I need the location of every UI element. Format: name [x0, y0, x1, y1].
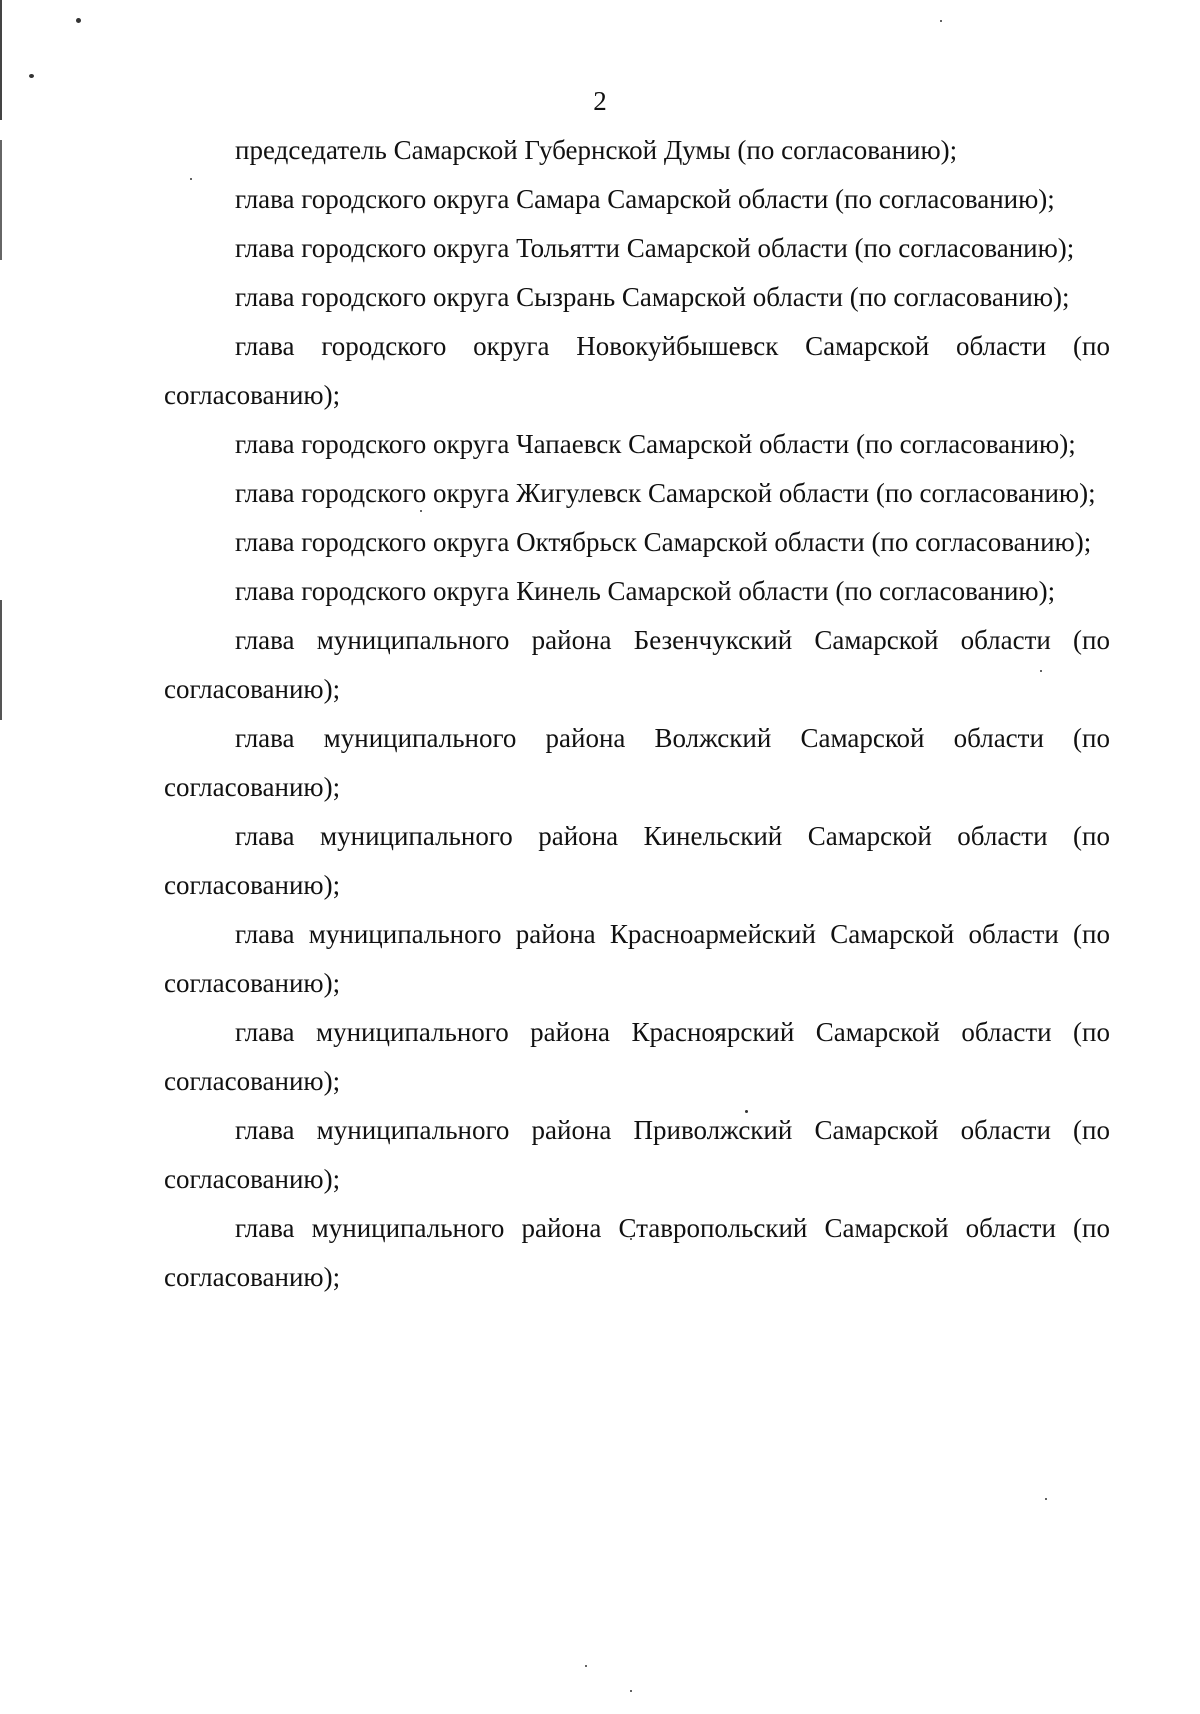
scan-speck: [940, 20, 942, 22]
scan-edge: [0, 0, 2, 1714]
list-entry: глава муниципального района Красноармейский Самарской области (по согласованию);: [164, 919, 1110, 998]
list-entry: глава муниципального района Безенчукский Самарской области (по согласованию);: [164, 625, 1110, 704]
page-number: 2: [593, 86, 607, 116]
scan-speck: [29, 74, 34, 78]
scan-speck: [1045, 1498, 1047, 1500]
list-entry: глава городского округа Октябрьск Самарской области (по согласованию);: [235, 527, 1092, 557]
list-entry: глава муниципального района Ставропольский Самарской области (по согласованию);: [164, 1213, 1110, 1292]
list-entry: глава городского округа Чапаевск Самарской области (по согласованию);: [235, 429, 1076, 459]
list-entry: глава муниципального района Волжский Самарской области (по согласованию);: [164, 723, 1110, 802]
list-entry: глава городского округа Жигулевск Самарской области (по согласованию);: [235, 478, 1096, 508]
document-body: [164, 126, 1110, 1302]
list-entry: председатель Самарской Губернской Думы (по согласованию);: [235, 135, 958, 165]
scan-speck: [630, 1690, 632, 1692]
list-entry: глава муниципального района Кинельский Самарской области (по согласованию);: [164, 821, 1110, 900]
list-entry: глава городского округа Кинель Самарской области (по согласованию);: [235, 576, 1056, 606]
list-entry: глава муниципального района Красноярский Самарской области (по согласованию);: [164, 1017, 1110, 1096]
list-entry: глава городского округа Тольятти Самарской области (по согласованию);: [235, 233, 1075, 263]
list-entry: глава городского округа Новокуйбышевск Самарской области (по согласованию);: [164, 331, 1110, 410]
list-entry: глава муниципального района Приволжский Самарской области (по согласованию);: [164, 1115, 1110, 1194]
scan-speck: [76, 18, 81, 23]
list-entry: глава городского округа Сызрань Самарской области (по согласованию);: [235, 282, 1070, 312]
scan-speck: [585, 1665, 587, 1667]
list-entry: глава городского округа Самара Самарской области (по согласованию);: [235, 184, 1055, 214]
